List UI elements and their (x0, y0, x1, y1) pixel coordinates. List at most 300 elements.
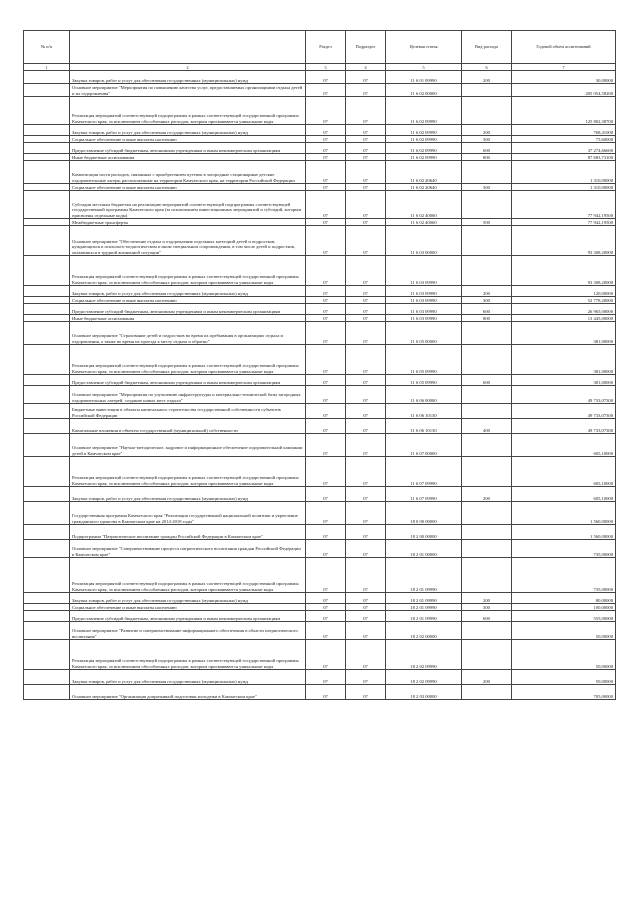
column-number: 4 (346, 64, 386, 71)
row-subsection-cell: 07 (346, 191, 386, 219)
row-number-cell (24, 136, 70, 143)
row-section-cell: 07 (306, 315, 346, 322)
row-target-article-cell: 11 6 03 09990 (386, 304, 462, 315)
table-row (24, 345, 616, 375)
row-expense-type-cell (462, 622, 512, 640)
row-name-cell: Основное мероприятие "Совершенствование процесса патриотического воспитания граждан Российской Федерации в Камчатском крае" (70, 540, 306, 558)
row-target-article-cell: 18 2 01 00000 (386, 540, 462, 558)
table-row (24, 84, 616, 97)
row-number-cell (24, 191, 70, 219)
row-target-article-cell: 11 6 05 09990 (386, 375, 462, 386)
row-name-cell: Основное мероприятие "Мероприятия по повышению качества услуг, предоставляемых организациями отдыха детей и их оздоровления" (70, 84, 306, 97)
row-amount-cell: 1 560,00000 (512, 525, 616, 540)
row-name-cell: Основное мероприятие "Страхование детей и подростков во время их пребывания в организациях отдыха и оздоровления, а также во время их проезда к месту отдыха и обратно" (70, 322, 306, 345)
row-number-cell (24, 304, 70, 315)
row-expense-type-cell: 400 (462, 419, 512, 434)
row-expense-type-cell (462, 525, 512, 540)
header-cell-name (70, 31, 306, 64)
row-name-cell: Компенсация части расходов, связанных с приобретением путевок в загородные стационарные детские оздоровительные лагеря, расположенные на территории Камчатского края, на территории Российской Федерации (70, 161, 306, 184)
row-subsection-cell: 07 (346, 487, 386, 502)
row-target-article-cell: 11 6 03 09990 (386, 256, 462, 286)
row-subsection-cell: 07 (346, 640, 386, 670)
row-expense-type-cell (462, 540, 512, 558)
table-row (24, 593, 616, 604)
row-amount-cell: 735,00000 (512, 558, 616, 593)
row-number-cell (24, 286, 70, 297)
row-number-cell (24, 256, 70, 286)
row-target-article-cell: 11 6 07 09990 (386, 487, 462, 502)
row-number-cell (24, 322, 70, 345)
row-section-cell: 07 (306, 297, 346, 304)
row-section-cell: 07 (306, 161, 346, 184)
row-expense-type-cell (462, 502, 512, 525)
row-expense-type-cell: 300 (462, 184, 512, 191)
row-number-cell (24, 143, 70, 154)
table-row (24, 297, 616, 304)
column-number: 2 (70, 64, 306, 71)
row-target-article-cell: 11 6 02 20640 (386, 161, 462, 184)
row-amount-cell: 49 733,07300 (512, 386, 616, 404)
row-subsection-cell: 07 (346, 375, 386, 386)
row-name-cell: Предоставление субсидий бюджетным, автономным учреждениям и иным некоммерческим организациям (70, 143, 306, 154)
row-subsection-cell: 07 (346, 226, 386, 256)
row-subsection-cell: 07 (346, 125, 386, 136)
row-expense-type-cell: 600 (462, 304, 512, 315)
row-name-cell: Предоставление субсидий бюджетным, автономным учреждениям и иным некоммерческим организациям (70, 304, 306, 315)
table-row (24, 457, 616, 487)
header-cell-number: № п/п (24, 31, 70, 64)
row-subsection-cell: 07 (346, 219, 386, 226)
row-expense-type-cell: 600 (462, 611, 512, 622)
row-subsection-cell: 07 (346, 670, 386, 685)
table-row (24, 611, 616, 622)
row-subsection-cell: 07 (346, 434, 386, 457)
row-subsection-cell: 07 (346, 154, 386, 161)
row-section-cell: 07 (306, 286, 346, 297)
row-name-cell: Государственная программа Камчатского края "Реализация государственной национальной политики и укрепление гражданского единства в Камчатском крае на 2014-2018 годы" (70, 502, 306, 525)
row-expense-type-cell: 800 (462, 154, 512, 161)
row-number-cell (24, 315, 70, 322)
row-section-cell: 07 (306, 219, 346, 226)
row-amount-cell: 50,00000 (512, 622, 616, 640)
row-section-cell: 07 (306, 670, 346, 685)
row-name-cell: Иные бюджетные ассигнования (70, 315, 306, 322)
row-subsection-cell: 07 (346, 558, 386, 593)
header-cell-expense-type: Вид расхода (462, 31, 512, 64)
table-row (24, 502, 616, 525)
row-subsection-cell: 07 (346, 593, 386, 604)
row-amount-cell: 381,00000 (512, 322, 616, 345)
row-target-article-cell: 11 6 05 09990 (386, 345, 462, 375)
column-number: 5 (386, 64, 462, 71)
row-number-cell (24, 540, 70, 558)
table-row (24, 419, 616, 434)
table-row (24, 404, 616, 419)
row-number-cell (24, 457, 70, 487)
row-name-cell: Межбюджетные трансферты (70, 219, 306, 226)
row-section-cell: 07 (306, 640, 346, 670)
table-row (24, 375, 616, 386)
table-row (24, 685, 616, 700)
row-amount-cell: 705,00000 (512, 685, 616, 700)
row-subsection-cell: 07 (346, 419, 386, 434)
row-number-cell (24, 419, 70, 434)
row-number-cell (24, 386, 70, 404)
header-cell-section: Раздел (306, 31, 346, 64)
row-expense-type-cell (462, 457, 512, 487)
row-target-article-cell: 11 6 06 10130 (386, 419, 462, 434)
table-row (24, 315, 616, 322)
row-target-article-cell: 18 2 00 00000 (386, 525, 462, 540)
row-number-cell (24, 97, 70, 125)
row-number-cell (24, 611, 70, 622)
row-section-cell: 07 (306, 375, 346, 386)
row-target-article-cell: 18 2 01 09990 (386, 558, 462, 593)
row-target-article-cell: 18 2 01 09990 (386, 593, 462, 604)
table-row (24, 256, 616, 286)
row-subsection-cell: 07 (346, 315, 386, 322)
row-subsection-cell: 07 (346, 97, 386, 125)
table-row (24, 604, 616, 611)
row-target-article-cell: 11 6 07 00000 (386, 434, 462, 457)
row-subsection-cell: 07 (346, 540, 386, 558)
row-amount-cell: 605,10000 (512, 434, 616, 457)
row-section-cell: 07 (306, 84, 346, 97)
row-name-cell: Закупка товаров, работ и услуг для обеспечения государственных (муниципальных) нужд (70, 487, 306, 502)
row-section-cell: 07 (306, 143, 346, 154)
table-row (24, 184, 616, 191)
column-number-row (24, 64, 616, 71)
row-subsection-cell: 07 (346, 161, 386, 184)
row-number-cell (24, 685, 70, 700)
table-row (24, 136, 616, 143)
row-amount-cell: 768,41000 (512, 125, 616, 136)
row-name-cell: Основное мероприятие "Развитие и совершенствование информационного обеспечения в области патриотического воспитания" (70, 622, 306, 640)
row-target-article-cell: 11 6 03 09990 (386, 297, 462, 304)
row-target-article-cell: 11 6 01 09990 (386, 71, 462, 84)
row-expense-type-cell (462, 191, 512, 219)
row-section-cell: 07 (306, 304, 346, 315)
row-name-cell: Бюджетные инвестиции в объекты капитального строительства государственной собственности субъектов Российской Федерации (70, 404, 306, 419)
table-row (24, 640, 616, 670)
row-section-cell: 07 (306, 345, 346, 375)
table-row (24, 143, 616, 154)
row-expense-type-cell: 600 (462, 375, 512, 386)
row-target-article-cell: 11 6 02 09990 (386, 136, 462, 143)
row-amount-cell: 1 560,00000 (512, 502, 616, 525)
row-amount-cell: 30,00000 (512, 71, 616, 84)
row-subsection-cell: 07 (346, 604, 386, 611)
row-section-cell: 07 (306, 419, 346, 434)
row-number-cell (24, 525, 70, 540)
row-amount-cell: 50,00000 (512, 640, 616, 670)
row-amount-cell: 381,00000 (512, 375, 616, 386)
row-amount-cell: 50,00000 (512, 670, 616, 685)
row-number-cell (24, 640, 70, 670)
row-name-cell: Социальное обеспечение и иные выплаты населению (70, 184, 306, 191)
row-amount-cell: 125 802,38700 (512, 97, 616, 125)
row-amount-cell: 1 310,00000 (512, 184, 616, 191)
row-section-cell: 07 (306, 457, 346, 487)
row-subsection-cell: 07 (346, 457, 386, 487)
row-number-cell (24, 375, 70, 386)
row-name-cell: Подпрограмма "Патриотическое воспитание граждан Российской Федерации в Камчатском крае" (70, 525, 306, 540)
row-expense-type-cell: 800 (462, 315, 512, 322)
row-name-cell: Закупка товаров, работ и услуг для обеспечения государственных (муниципальных) нужд (70, 670, 306, 685)
row-number-cell (24, 71, 70, 84)
row-expense-type-cell: 600 (462, 143, 512, 154)
row-subsection-cell: 07 (346, 286, 386, 297)
row-amount-cell: 13 445,00000 (512, 315, 616, 322)
row-number-cell (24, 154, 70, 161)
row-target-article-cell: 18 2 01 09990 (386, 604, 462, 611)
table-row (24, 161, 616, 184)
row-amount-cell: 26 965,00000 (512, 304, 616, 315)
table-row (24, 226, 616, 256)
table-row (24, 558, 616, 593)
row-number-cell (24, 558, 70, 593)
row-section-cell: 07 (306, 502, 346, 525)
row-number-cell (24, 161, 70, 184)
header-row (24, 31, 616, 64)
row-expense-type-cell (462, 345, 512, 375)
row-subsection-cell: 07 (346, 404, 386, 419)
row-section-cell: 07 (306, 622, 346, 640)
table-row (24, 540, 616, 558)
row-section-cell: 07 (306, 136, 346, 143)
row-subsection-cell: 07 (346, 71, 386, 84)
row-name-cell: Предоставление субсидий бюджетным, автономным учреждениям и иным некоммерческим организациям (70, 611, 306, 622)
row-amount-cell: 52 778,20000 (512, 297, 616, 304)
row-amount-cell: 120,00000 (512, 286, 616, 297)
row-name-cell: Реализация мероприятий соответствующей подпрограммы в рамках соответствующей государственной программы Камчатского края, за исключением обособленных расходов, которым присваиваются уникальные коды (70, 558, 306, 593)
row-name-cell: Основное мероприятие "Организация допризывной подготовки молодежи в Камчатском крае" (70, 685, 306, 700)
row-amount-cell: 605,10000 (512, 487, 616, 502)
row-name-cell: Основное мероприятие "Научно-методическое, кадровое и информационное обеспечение оздоровительной кампании детей в Камчатском крае" (70, 434, 306, 457)
row-name-cell: Закупка товаров, работ и услуг для обеспечения государственных (муниципальных) нужд (70, 593, 306, 604)
table-row (24, 125, 616, 136)
row-section-cell: 07 (306, 71, 346, 84)
row-amount-cell: 1 310,00000 (512, 161, 616, 184)
row-subsection-cell: 07 (346, 611, 386, 622)
column-number: 1 (24, 64, 70, 71)
row-expense-type-cell (462, 97, 512, 125)
row-amount-cell: 77 942,19500 (512, 191, 616, 219)
row-amount-cell: 93 308,20000 (512, 226, 616, 256)
row-name-cell: Реализация мероприятий соответствующей подпрограммы в рамках соответствующей государственной программы Камчатского края, за исключением обособленных расходов, которым присваиваются уникальные коды (70, 97, 306, 125)
row-number-cell (24, 125, 70, 136)
row-target-article-cell: 11 6 03 09990 (386, 286, 462, 297)
row-name-cell: Иные бюджетные ассигнования (70, 154, 306, 161)
table-row (24, 219, 616, 226)
row-expense-type-cell (462, 640, 512, 670)
row-expense-type-cell: 200 (462, 487, 512, 502)
row-number-cell (24, 297, 70, 304)
row-target-article-cell: 11 6 02 09990 (386, 154, 462, 161)
budget-table (23, 30, 616, 700)
row-target-article-cell: 18 2 03 00000 (386, 685, 462, 700)
row-expense-type-cell (462, 386, 512, 404)
table-body (24, 71, 616, 700)
row-name-cell: Реализация мероприятий соответствующей подпрограммы в рамках соответствующей государственной программы Камчатского края, за исключением обособленных расходов, которым присваиваются уникальные коды (70, 345, 306, 375)
table-row (24, 386, 616, 404)
header-cell-annual-amount: Годовой объем ассигнований (512, 31, 616, 64)
row-number-cell (24, 622, 70, 640)
row-subsection-cell: 07 (346, 84, 386, 97)
row-target-article-cell: 18 2 01 09990 (386, 611, 462, 622)
row-expense-type-cell (462, 404, 512, 419)
row-expense-type-cell (462, 256, 512, 286)
row-number-cell (24, 219, 70, 226)
row-target-article-cell: 18 0 00 00000 (386, 502, 462, 525)
row-expense-type-cell (462, 84, 512, 97)
row-section-cell: 07 (306, 593, 346, 604)
row-subsection-cell: 07 (346, 304, 386, 315)
table-row (24, 525, 616, 540)
row-section-cell: 07 (306, 184, 346, 191)
row-section-cell: 07 (306, 256, 346, 286)
row-name-cell: Капитальные вложения в объекты государственной (муниципальной) собственности (70, 419, 306, 434)
table-row (24, 71, 616, 84)
row-target-article-cell: 11 6 02 40060 (386, 191, 462, 219)
row-target-article-cell: 11 6 06 10130 (386, 404, 462, 419)
row-amount-cell: 93 308,20000 (512, 256, 616, 286)
row-name-cell: Реализация мероприятий соответствующей подпрограммы в рамках соответствующей государственной программы Камчатского края, за исключением обособленных расходов, которым присваиваются уникальные коды (70, 640, 306, 670)
row-section-cell: 07 (306, 540, 346, 558)
row-number-cell (24, 434, 70, 457)
row-name-cell: Закупка товаров, работ и услуг для обеспечения государственных (муниципальных) нужд (70, 286, 306, 297)
row-target-article-cell: 11 6 02 00000 (386, 84, 462, 97)
row-amount-cell: 37 274,66600 (512, 143, 616, 154)
row-number-cell (24, 670, 70, 685)
row-amount-cell: 381,00000 (512, 345, 616, 375)
row-name-cell: Социальное обеспечение и иные выплаты населению (70, 604, 306, 611)
row-name-cell: Основное мероприятие "Обеспечение отдыха и оздоровления отдельных категорий детей и подростков, нуждающихся в психолого-педагогическом и ином специальном сопровождении, в том числе детей и подростков, оказавшихся в трудной жизненной ситуации" (70, 226, 306, 256)
row-section-cell: 07 (306, 154, 346, 161)
table-row (24, 487, 616, 502)
row-subsection-cell: 07 (346, 256, 386, 286)
row-target-article-cell: 11 6 02 09990 (386, 125, 462, 136)
row-section-cell: 07 (306, 685, 346, 700)
row-name-cell: Социальное обеспечение и иные выплаты населению (70, 136, 306, 143)
row-expense-type-cell: 300 (462, 136, 512, 143)
row-name-cell: Реализация мероприятий соответствующей подпрограммы в рамках соответствующей государственной программы Камчатского края, за исключением обособленных расходов, которым присваиваются уникальные коды (70, 256, 306, 286)
row-section-cell: 07 (306, 125, 346, 136)
row-name-cell: Социальное обеспечение и иные выплаты населению (70, 297, 306, 304)
row-amount-cell: 735,00000 (512, 540, 616, 558)
row-amount-cell: 49 733,07300 (512, 404, 616, 419)
row-target-article-cell: 11 6 07 09990 (386, 457, 462, 487)
row-expense-type-cell (462, 226, 512, 256)
row-name-cell: Реализация мероприятий соответствующей подпрограммы в рамках соответствующей государственной программы Камчатского края, за исключением обособленных расходов, которым присваиваются уникальные коды (70, 457, 306, 487)
row-target-article-cell: 11 6 02 40060 (386, 219, 462, 226)
row-section-cell: 07 (306, 226, 346, 256)
row-number-cell (24, 502, 70, 525)
row-subsection-cell: 07 (346, 622, 386, 640)
row-number-cell (24, 84, 70, 97)
row-expense-type-cell (462, 558, 512, 593)
row-name-cell: Закупка товаров, работ и услуг для обеспечения государственных (муниципальных) нужд (70, 125, 306, 136)
row-section-cell: 07 (306, 434, 346, 457)
row-name-cell: Субсидии местным бюджетам на реализацию мероприятий соответствующей подпрограммы соответствующей государственной программы Камчатского края (за исключением инвестиционных мероприятий и субсидий, которым присвоены отдельные коды) (70, 191, 306, 219)
row-amount-cell: 75,60000 (512, 136, 616, 143)
row-expense-type-cell: 200 (462, 286, 512, 297)
row-subsection-cell: 07 (346, 136, 386, 143)
column-number: 6 (462, 64, 512, 71)
row-amount-cell: 77 942,19500 (512, 219, 616, 226)
row-expense-type-cell: 300 (462, 297, 512, 304)
row-name-cell: Основное мероприятие "Мероприятия по улучшению инфраструктуры и материально-технической базы загородных оздоровительных лагерей, создание новых мест отдыха" (70, 386, 306, 404)
row-section-cell: 07 (306, 386, 346, 404)
column-number: 7 (512, 64, 616, 71)
row-target-article-cell: 11 6 03 00000 (386, 226, 462, 256)
row-number-cell (24, 404, 70, 419)
row-name-cell: Закупка товаров, работ и услуг для обеспечения государственных (муниципальных) нужд (70, 71, 306, 84)
row-target-article-cell: 11 6 03 09990 (386, 315, 462, 322)
table-row (24, 97, 616, 125)
row-subsection-cell: 07 (346, 184, 386, 191)
row-section-cell: 07 (306, 191, 346, 219)
row-subsection-cell: 07 (346, 685, 386, 700)
row-amount-cell: 605,10000 (512, 457, 616, 487)
table-row (24, 670, 616, 685)
table-row (24, 434, 616, 457)
row-subsection-cell: 07 (346, 322, 386, 345)
row-amount-cell: 49 733,07300 (512, 419, 616, 434)
row-subsection-cell: 07 (346, 525, 386, 540)
row-section-cell: 07 (306, 404, 346, 419)
row-amount-cell: 555,00000 (512, 611, 616, 622)
row-section-cell: 07 (306, 487, 346, 502)
row-expense-type-cell (462, 434, 512, 457)
row-number-cell (24, 345, 70, 375)
row-number-cell (24, 184, 70, 191)
row-section-cell: 07 (306, 604, 346, 611)
row-section-cell: 07 (306, 525, 346, 540)
row-expense-type-cell: 200 (462, 593, 512, 604)
row-amount-cell: 100,00000 (512, 604, 616, 611)
table-row (24, 622, 616, 640)
table-row (24, 286, 616, 297)
row-expense-type-cell: 500 (462, 219, 512, 226)
row-target-article-cell: 11 6 05 00000 (386, 322, 462, 345)
row-expense-type-cell (462, 322, 512, 345)
row-target-article-cell: 11 6 02 09990 (386, 143, 462, 154)
row-name-cell: Предоставление субсидий бюджетным, автономным учреждениям и иным некоммерческим организациям (70, 375, 306, 386)
row-expense-type-cell (462, 161, 512, 184)
row-subsection-cell: 07 (346, 502, 386, 525)
header-cell-subsection: Подраздел (346, 31, 386, 64)
row-target-article-cell: 18 2 02 00000 (386, 622, 462, 640)
row-section-cell: 07 (306, 322, 346, 345)
table-row (24, 304, 616, 315)
row-subsection-cell: 07 (346, 345, 386, 375)
row-target-article-cell: 11 6 02 20640 (386, 184, 462, 191)
row-amount-cell: 205 054,58200 (512, 84, 616, 97)
row-subsection-cell: 07 (346, 143, 386, 154)
row-number-cell (24, 487, 70, 502)
row-target-article-cell: 11 6 06 00000 (386, 386, 462, 404)
row-section-cell: 07 (306, 558, 346, 593)
header-cell-target-article: Целевая статья (386, 31, 462, 64)
row-number-cell (24, 226, 70, 256)
row-expense-type-cell: 200 (462, 125, 512, 136)
row-target-article-cell: 18 2 02 09990 (386, 640, 462, 670)
row-section-cell: 07 (306, 611, 346, 622)
row-target-article-cell: 11 6 02 09990 (386, 97, 462, 125)
row-number-cell (24, 604, 70, 611)
row-section-cell: 07 (306, 97, 346, 125)
